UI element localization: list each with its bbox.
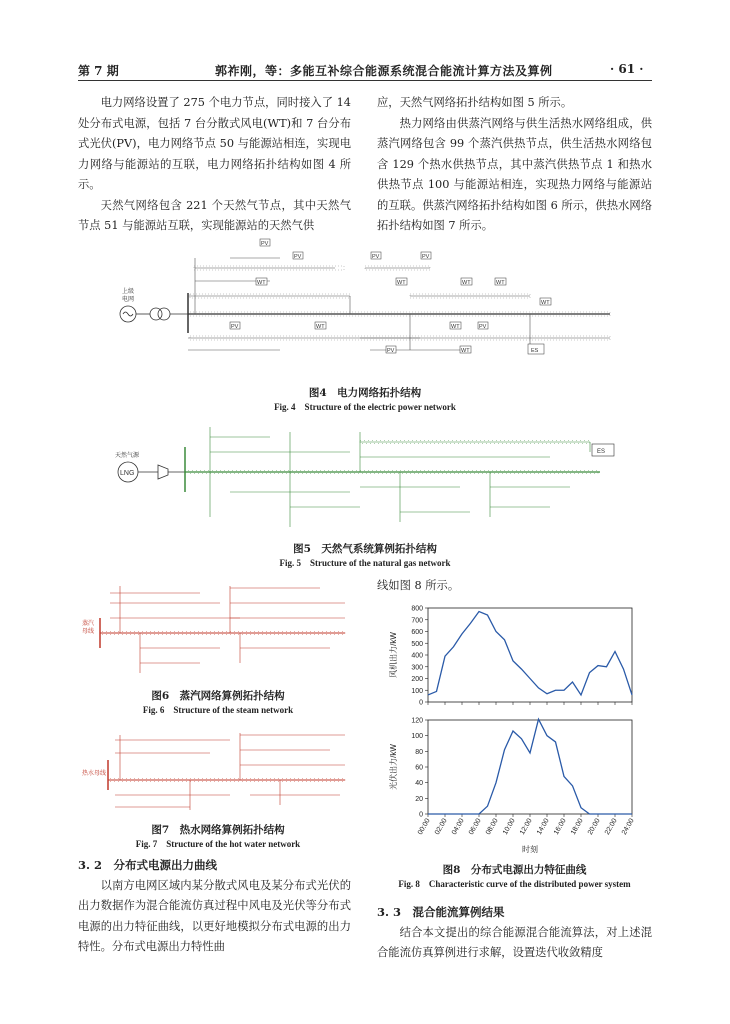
y-tick-label: 120 bbox=[411, 717, 423, 725]
paragraph: 电力网络设置了 275 个电力节点，同时接入了 14 处分布式电源，包括 7 台分散式风电(WT)和 7 台分布式光伏(PV)，电力网络节点 50 与能源站相连，实现电力网络与能源站的互联，电力网络拓扑结构如图 4 所示。 bbox=[78, 96, 351, 191]
pv-label: PV bbox=[231, 324, 239, 330]
gas-source-label: 天然气源 bbox=[115, 453, 140, 459]
x-tick-label: 02:00 bbox=[433, 817, 449, 837]
wt-label: WT bbox=[496, 280, 505, 286]
y-tick-label: 0 bbox=[419, 699, 423, 707]
wind-output-line bbox=[428, 612, 632, 695]
running-title: 郭祚刚，等：多能互补综合能源系统混合能流计算方法及算例 bbox=[215, 64, 553, 78]
fig6-caption bbox=[78, 688, 358, 716]
hotwater-bus-label: 热水母线 bbox=[82, 771, 107, 777]
x-tick-label: 16:00 bbox=[552, 817, 568, 837]
wt-label: WT bbox=[461, 348, 470, 354]
y-tick-label: 20 bbox=[415, 795, 423, 803]
paragraph: 结合本文提出的综合能源混合能流算法，对上述混合能流仿真算例进行求解，设置迭代收敛精度 bbox=[377, 925, 652, 959]
paragraph: 天然气网络包含 221 个天然气节点，其中天然气节点 51 与能源站互联，实现能源站的天然气供 bbox=[78, 198, 351, 232]
fig8-caption bbox=[377, 862, 652, 890]
right-column-top bbox=[377, 93, 652, 237]
x-tick-label: 06:00 bbox=[467, 817, 483, 837]
y-tick-label: 100 bbox=[411, 687, 423, 695]
x-tick-label: 14:00 bbox=[535, 817, 551, 837]
x-tick-label: 12:00 bbox=[518, 817, 534, 837]
fig7-hotwater-network bbox=[80, 725, 350, 815]
paragraph: 应，天然气网络拓扑结构如图 5 所示。 bbox=[377, 96, 573, 109]
issue-number: 第 7 期 bbox=[78, 64, 119, 78]
x-tick-label: 24:00 bbox=[620, 817, 636, 837]
fig4-caption bbox=[78, 385, 652, 413]
y-tick-label: 500 bbox=[411, 640, 423, 648]
caption-en: Fig. 5 Structure of the natural gas network bbox=[279, 558, 451, 568]
pv-chart bbox=[388, 718, 636, 837]
grid-label: 上级 bbox=[122, 289, 135, 295]
wt-label: WT bbox=[541, 300, 550, 306]
fig4-electric-network bbox=[110, 238, 620, 383]
steam-bus-label: 蒸汽 bbox=[82, 621, 95, 627]
fig7-caption bbox=[78, 822, 358, 850]
wt-label: WT bbox=[462, 280, 471, 286]
section-title: 3. 3 混合能流算例结果 bbox=[377, 905, 505, 919]
left-column-top bbox=[78, 93, 351, 237]
wt-label: WT bbox=[257, 280, 266, 286]
caption-en: Fig. 6 Structure of the steam network bbox=[142, 705, 294, 715]
caption-en: Fig. 7 Structure of the hot water network bbox=[135, 839, 301, 849]
paragraph: 线如图 8 所示。 bbox=[377, 579, 460, 592]
wt-label: WT bbox=[397, 280, 406, 286]
sine-icon bbox=[123, 312, 133, 316]
steam-branches bbox=[110, 586, 345, 673]
y-tick-label: 200 bbox=[411, 676, 423, 683]
x-tick-label: 08:00 bbox=[484, 817, 500, 837]
fig8-charts bbox=[380, 596, 652, 858]
pv-label: PV bbox=[422, 254, 430, 260]
pv-label: PV bbox=[261, 241, 269, 247]
grid-label: 电网 bbox=[122, 297, 135, 303]
fig5-caption bbox=[78, 541, 652, 569]
y-tick-label: 100 bbox=[411, 733, 423, 741]
es-label: ES bbox=[597, 449, 606, 455]
hotwater-branches bbox=[115, 733, 345, 810]
x-tick-label: 00:00 bbox=[416, 817, 432, 837]
dg-labels bbox=[230, 239, 551, 354]
compressor-icon bbox=[158, 465, 168, 479]
y-tick-label: 800 bbox=[411, 605, 423, 613]
page-number: · 61 · bbox=[610, 62, 644, 76]
caption-en: Fig. 8 Characteristic curve of the distributed power system bbox=[398, 879, 631, 889]
wt-label: WT bbox=[316, 324, 325, 330]
paragraph: 以南方电网区域内某分散式风电及某分布式光伏的出力数据作为混合能流仿真过程中风电及光伏等分布式电源的出力特征曲线，以更好地模拟分布式电源的出力特性。分布式电源出力特性曲 bbox=[78, 878, 351, 953]
pv-label: PV bbox=[479, 324, 487, 330]
gas-branches bbox=[210, 427, 590, 527]
y-axis-label: 光伏出力/kW bbox=[389, 744, 398, 790]
header-rule bbox=[78, 80, 652, 81]
section-3-2 bbox=[78, 855, 351, 958]
y-tick-label: 40 bbox=[415, 780, 423, 788]
caption-zh: 图4 电力网络拓扑结构 bbox=[308, 387, 422, 399]
transformer-icon bbox=[158, 308, 170, 320]
y-axis-label: 风机出力/kW bbox=[389, 632, 398, 678]
plot-frame bbox=[428, 720, 632, 814]
paragraph: 热力网络由供蒸汽网络与供生活热水网络组成，供蒸汽网络包含 99 个蒸汽供热节点，供生活热水网络包含 129 个热水供热节点，其中蒸汽供热节点 1 和热水供热节点 100 与能源站相连，实现热力网络与能源站的互联。供蒸汽网络拓扑结构如图 6 所示，供热水网络拓扑结构如图 7 所示。 bbox=[377, 116, 652, 232]
caption-en: Fig. 4 Structure of the electric power network bbox=[274, 402, 456, 412]
pv-label: PV bbox=[372, 254, 380, 260]
x-tick-label: 18:00 bbox=[569, 817, 585, 837]
y-tick-label: 60 bbox=[415, 764, 423, 772]
caption-zh: 图6 蒸汽网络算例拓扑结构 bbox=[151, 690, 285, 702]
caption-zh: 图5 天然气系统算例拓扑结构 bbox=[293, 543, 437, 555]
x-tick-label: 22:00 bbox=[603, 817, 619, 837]
y-tick-label: 700 bbox=[411, 617, 423, 625]
y-tick-label: 400 bbox=[411, 652, 423, 660]
y-tick-label: 300 bbox=[411, 664, 423, 672]
wt-label: WT bbox=[451, 324, 460, 330]
x-tick-label: 04:00 bbox=[450, 817, 466, 837]
caption-zh: 图8 分布式电源出力特征曲线 bbox=[442, 864, 587, 876]
steam-bus-label: 母线 bbox=[82, 629, 95, 635]
es-label: ES bbox=[531, 348, 539, 354]
x-axis-label: 时刻 bbox=[522, 845, 538, 854]
right-column-lower bbox=[377, 576, 652, 597]
section-title: 3. 2 分布式电源出力曲线 bbox=[78, 858, 218, 872]
x-tick-label: 20:00 bbox=[586, 817, 602, 837]
wind-chart bbox=[388, 606, 632, 707]
pv-output-line bbox=[428, 719, 632, 814]
y-tick-label: 80 bbox=[415, 748, 423, 756]
y-tick-label: 0 bbox=[419, 811, 423, 819]
y-tick-label: 600 bbox=[411, 629, 423, 636]
lng-label: LNG bbox=[120, 470, 135, 477]
caption-zh: 图7 热水网络算例拓扑结构 bbox=[151, 824, 285, 836]
fig5-gas-network bbox=[110, 422, 620, 537]
section-3-3 bbox=[377, 902, 652, 964]
plot-frame bbox=[428, 608, 632, 702]
fig6-steam-network bbox=[80, 578, 350, 683]
pv-label: PV bbox=[387, 348, 395, 354]
x-tick-label: 10:00 bbox=[501, 817, 517, 837]
pv-label: PV bbox=[294, 254, 302, 260]
